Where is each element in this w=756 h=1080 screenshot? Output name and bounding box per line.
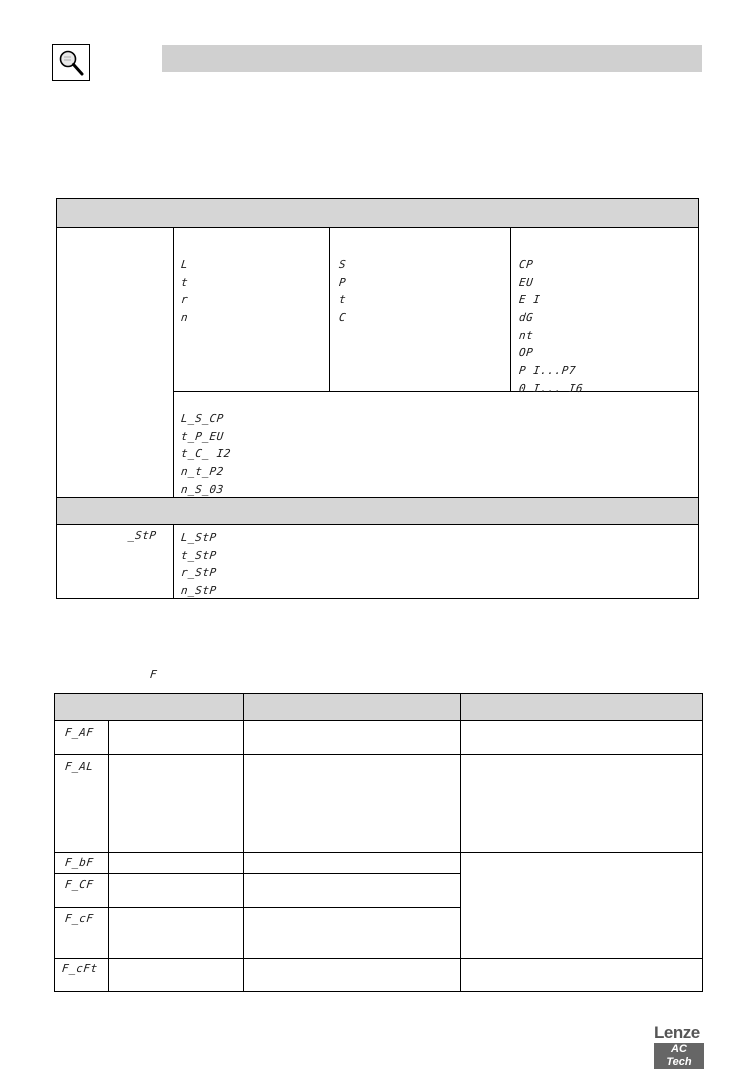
magnifier-icon	[52, 44, 90, 81]
fault-code: F_cF	[64, 912, 95, 925]
fault-code: F_AF	[64, 726, 95, 739]
code-item: L	[180, 258, 189, 271]
code-item: t_P_EU	[180, 429, 225, 443]
code-item: OP	[518, 346, 534, 360]
display-col-1	[181, 256, 188, 327]
code-item: EU	[518, 275, 534, 289]
code-item: r	[180, 293, 189, 307]
table-subheader	[57, 497, 698, 525]
combined-codes	[181, 410, 231, 498]
fault-prefix-glyph: F	[149, 668, 158, 681]
lenze-logo	[654, 1024, 704, 1069]
stop-codes	[181, 529, 217, 600]
code-item: n	[180, 311, 189, 325]
code-item: dG	[518, 311, 534, 325]
display-col-2	[339, 256, 346, 327]
section-header-bar	[162, 45, 702, 72]
display-col-3	[519, 256, 583, 398]
code-item: C	[338, 311, 347, 325]
code-item: n_StP	[180, 584, 218, 598]
fault-code: F_AL	[64, 760, 95, 773]
fault-code: F_cFt	[61, 962, 99, 975]
fault-code: F_bF	[64, 856, 95, 869]
fault-code: F_CF	[64, 878, 95, 891]
code-item: P I...P7	[518, 364, 577, 378]
code-item: t	[338, 293, 347, 307]
code-item: n_S_03	[180, 482, 225, 496]
code-item: CP	[518, 258, 534, 271]
code-item: r_StP	[180, 566, 218, 580]
code-item: E I	[518, 293, 542, 307]
code-item: L_S_CP	[180, 412, 225, 425]
code-item: t_C_ I2	[180, 447, 232, 461]
code-item: n_t_P2	[180, 465, 225, 479]
code-item: L_StP	[180, 531, 218, 544]
code-item: t_StP	[180, 548, 218, 562]
code-item: P	[338, 275, 347, 289]
table-header	[57, 199, 698, 228]
code-item: 0 I... I6	[518, 381, 584, 395]
table-header	[55, 694, 702, 721]
code-item: t	[180, 275, 189, 289]
code-item: S	[338, 258, 347, 271]
display-codes-table	[56, 198, 699, 599]
code-item: nt	[518, 328, 534, 342]
logo-brand: Lenze	[654, 1023, 700, 1042]
stop-code: _StP	[127, 529, 158, 542]
fault-codes-table	[54, 693, 703, 992]
logo-sub: AC Tech	[654, 1043, 704, 1069]
